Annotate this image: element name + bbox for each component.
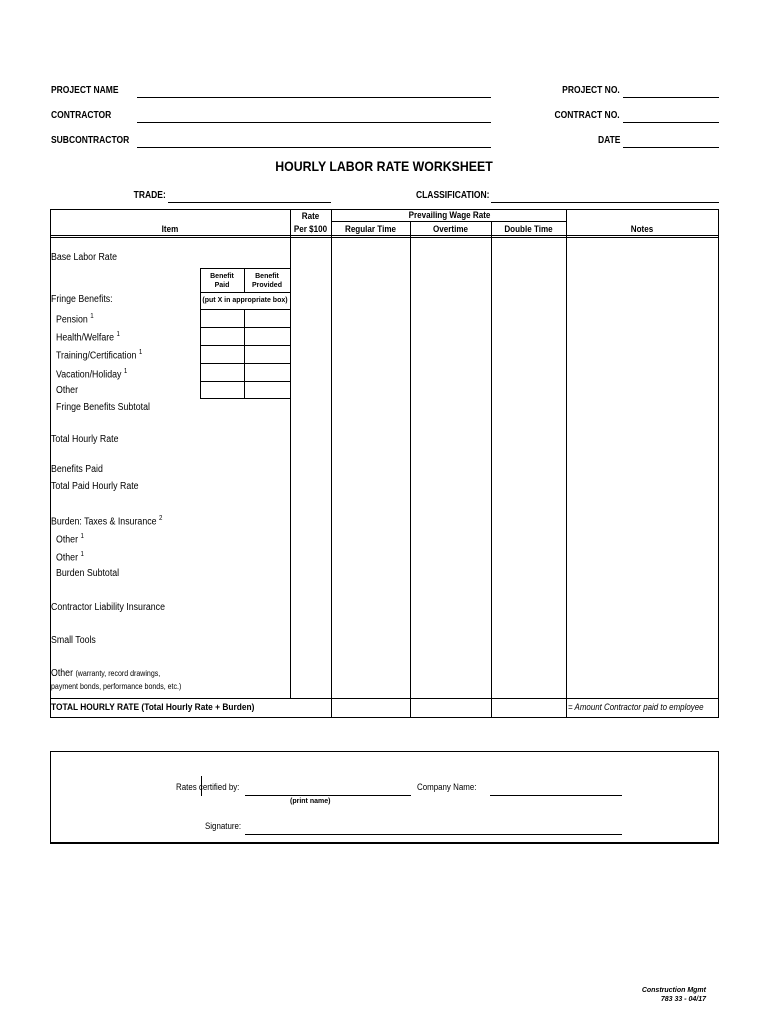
company-name-field[interactable] [490, 795, 622, 796]
col-regular-header: Regular Time [344, 224, 396, 235]
row-other-warranty-line2: payment bonds, performance bonds, etc.) [51, 682, 182, 691]
benefit-provided-line1: Benefit [255, 273, 279, 280]
company-name-label: Company Name: [417, 782, 477, 792]
put-x-note: (put X in appropriate box) [202, 297, 288, 304]
footer-line1: Construction Mgmt [641, 987, 706, 994]
footnote-marker: 1 [123, 368, 128, 375]
vacation-provided-checkbox[interactable] [245, 364, 290, 381]
col-line-regular [331, 209, 332, 718]
pension-provided-checkbox[interactable] [245, 310, 290, 327]
footnote-marker: 2 [158, 515, 163, 522]
col-rate-header-2: Per $100 [293, 224, 328, 235]
contractor-field[interactable] [137, 122, 491, 123]
print-name-label: (print name) [290, 798, 331, 805]
row-training [56, 349, 142, 361]
col-line-rate [290, 209, 291, 698]
vacation-paid-checkbox[interactable] [201, 364, 244, 381]
row-other-1-label: Other [56, 534, 79, 546]
col-line-overtime [410, 221, 411, 718]
row-small-tools: Small Tools [51, 635, 96, 646]
row-vacation-label: Vacation/Holiday [56, 369, 122, 381]
row-burden-subtotal: Burden Subtotal [56, 568, 120, 579]
contractor-label: CONTRACTOR [51, 110, 112, 121]
classification-field[interactable] [491, 202, 719, 203]
training-paid-checkbox[interactable] [201, 346, 244, 363]
table-right-border [718, 209, 719, 718]
rates-certified-label: Rates certified by: [176, 782, 240, 792]
row-pension [56, 313, 94, 325]
pension-paid-checkbox[interactable] [201, 310, 244, 327]
col-line-double [491, 221, 492, 718]
row-pension-label: Pension [56, 314, 88, 326]
row-other-warranty-detail: (warranty, record drawings, [75, 669, 161, 678]
project-no-label: PROJECT NO. [562, 85, 620, 96]
row-vacation [56, 368, 127, 380]
footer-line2: 783 33 - 04/17 [660, 996, 706, 1003]
row-other-2 [56, 551, 84, 563]
header-line-1 [50, 235, 719, 236]
footer-code [642, 986, 706, 1004]
training-provided-checkbox[interactable] [245, 346, 290, 363]
subcontractor-label: SUBCONTRACTOR [51, 135, 130, 146]
row-other: Other [56, 385, 79, 396]
row-benefits-paid: Benefits Paid [51, 464, 103, 475]
row-fringe-benefits: Fringe Benefits: [51, 294, 113, 305]
benefit-box-top [200, 268, 290, 269]
row-other-2-label: Other [56, 552, 79, 564]
row-training-label: Training/Certification [56, 350, 137, 362]
signature-field[interactable] [245, 834, 622, 835]
other-paid-checkbox[interactable] [201, 382, 244, 398]
row-total-paid-hourly: Total Paid Hourly Rate [51, 481, 139, 492]
col-item-header: Item [161, 224, 179, 235]
date-field[interactable] [623, 147, 719, 148]
benefit-box-line1 [200, 292, 290, 293]
col-notes-header: Notes [630, 224, 654, 235]
health-provided-checkbox[interactable] [245, 328, 290, 345]
row-health-label: Health/Welfare [56, 332, 115, 344]
contract-no-field[interactable] [623, 122, 719, 123]
footnote-marker: 1 [80, 551, 84, 558]
benefit-box-bottom [200, 398, 290, 399]
row-fringe-subtotal: Fringe Benefits Subtotal [56, 402, 150, 413]
row-other-warranty-label: Other [51, 668, 74, 679]
footnote-marker: 1 [90, 313, 94, 320]
benefit-provided-line2: Provided [252, 282, 282, 289]
date-label: DATE [597, 135, 620, 146]
trade-label: TRADE: [133, 190, 166, 201]
benefit-provided-header [244, 272, 290, 290]
contract-no-label: CONTRACT NO. [554, 110, 620, 121]
footnote-marker: 1 [116, 331, 120, 338]
row-base-labor-rate: Base Labor Rate [51, 252, 118, 263]
certification-box [50, 751, 719, 844]
benefit-paid-line2: Paid [214, 282, 230, 289]
footnote-marker: 1 [80, 533, 84, 540]
col-rate-header-1: Rate [301, 211, 320, 222]
col-overtime-header: Overtime [432, 224, 469, 235]
col-prevailing-header: Prevailing Wage Rate [408, 210, 491, 221]
row-burden-label: Burden: Taxes & Insurance [51, 516, 157, 528]
col-double-header: Double Time [504, 224, 553, 235]
row-other-1 [56, 533, 84, 545]
subcontractor-field[interactable] [137, 147, 491, 148]
health-paid-checkbox[interactable] [201, 328, 244, 345]
table-bottom-border [50, 717, 719, 718]
row-other-warranty [51, 668, 160, 679]
project-name-field[interactable] [137, 97, 491, 98]
note-amount-paid: = Amount Contractor paid to employee [568, 702, 704, 712]
prevailing-sub-line [332, 221, 567, 222]
rates-certified-field[interactable] [245, 795, 411, 796]
page-title: HOURLY LABOR RATE WORKSHEET [275, 158, 493, 174]
header-line-2 [50, 237, 719, 238]
row-total-hourly-rate: Total Hourly Rate [51, 434, 119, 445]
project-no-field[interactable] [623, 97, 719, 98]
trade-field[interactable] [168, 202, 331, 203]
row-contractor-liability: Contractor Liability Insurance [51, 602, 165, 613]
signature-label: Signature: [205, 821, 242, 831]
row-health-welfare [56, 331, 120, 343]
benefit-paid-header [200, 272, 244, 290]
col-line-notes [566, 209, 567, 718]
classification-label: CLASSIFICATION: [415, 190, 489, 201]
row-burden [51, 515, 162, 527]
footnote-marker: 1 [138, 349, 143, 356]
benefit-paid-line1: Benefit [210, 273, 234, 280]
project-name-label: PROJECT NAME [51, 85, 119, 96]
row-total-hourly-rate-burden: TOTAL HOURLY RATE (Total Hourly Rate + Burden) [51, 702, 255, 713]
total-row-line [50, 698, 719, 699]
other-provided-checkbox[interactable] [245, 382, 290, 398]
